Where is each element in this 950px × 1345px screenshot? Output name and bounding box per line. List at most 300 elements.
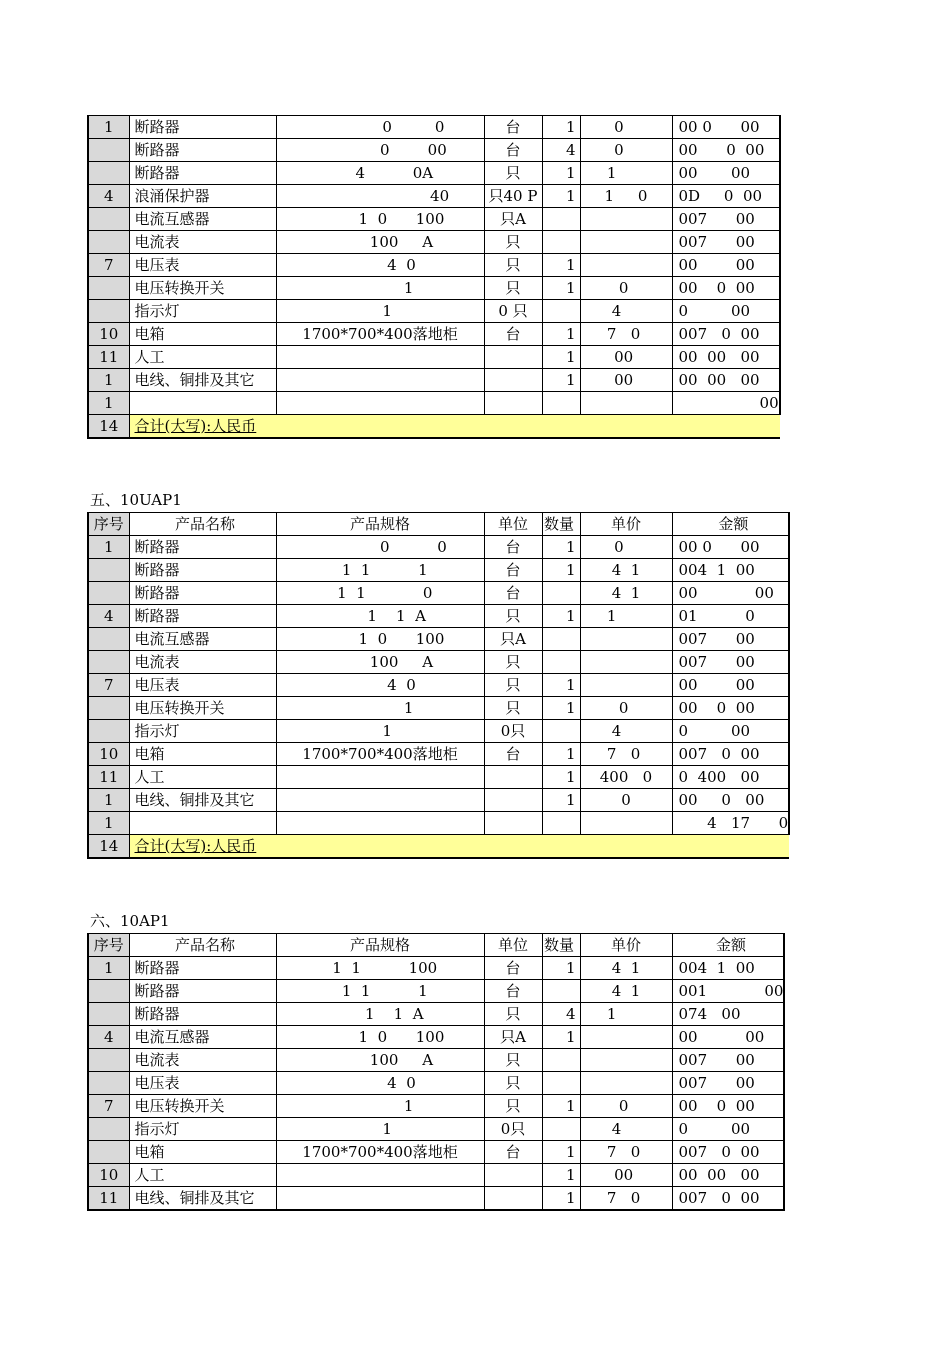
- column-header-no: 序号: [88, 934, 129, 957]
- cell-price: 0: [580, 789, 672, 812]
- cell-qty: 1: [542, 116, 580, 139]
- cell-name: 电线、铜排及其它: [129, 1187, 276, 1211]
- cell-qty: 1: [542, 674, 580, 697]
- cell-spec: 0 00: [276, 139, 484, 162]
- cell-unit: [484, 789, 542, 812]
- cell-name: 电压转换开关: [129, 277, 276, 300]
- cell-name: 断路器: [129, 957, 276, 980]
- cell-amount: 00 0 00: [672, 277, 780, 300]
- cell-name: 电压表: [129, 1072, 276, 1095]
- cell-qty: 1: [542, 162, 580, 185]
- cell-price: 00: [580, 369, 672, 392]
- cell-amount: 007 0 00: [672, 1187, 784, 1211]
- table-row: [88, 536, 789, 559]
- table-row: [88, 139, 780, 162]
- cell-no: 10: [88, 323, 129, 346]
- cell-amount: 00 00: [672, 162, 780, 185]
- table-row: [88, 1049, 784, 1072]
- cell-qty: [542, 392, 580, 415]
- table-row: [88, 743, 789, 766]
- cell-qty: 1: [542, 743, 580, 766]
- cell-spec: 100 A: [276, 651, 484, 674]
- column-header-name: 产品名称: [129, 934, 276, 957]
- cell-spec: 1: [276, 720, 484, 743]
- cell-spec: 1700*700*400落地柜: [276, 323, 484, 346]
- cell-unit: 只40 P: [484, 185, 542, 208]
- cell-name: 断路器: [129, 536, 276, 559]
- column-header-unit: 单位: [484, 513, 542, 536]
- cell-spec: 1 1 0: [276, 582, 484, 605]
- cell-amount: 004 1 00: [672, 957, 784, 980]
- cell-price: 4 1: [580, 980, 672, 1003]
- table-row: [88, 116, 780, 139]
- cell-unit: 只A: [484, 628, 542, 651]
- cell-no: 4: [88, 185, 129, 208]
- cell-price: 1 0: [580, 185, 672, 208]
- cell-no: [88, 162, 129, 185]
- cell-qty: [542, 300, 580, 323]
- cell-no: [88, 208, 129, 231]
- cell-name: 断路器: [129, 139, 276, 162]
- cell-no: 4: [88, 605, 129, 628]
- cell-qty: 1: [542, 1164, 580, 1187]
- cell-price: 0: [580, 536, 672, 559]
- cell-price: 7 0: [580, 743, 672, 766]
- cell-qty: 4: [542, 1003, 580, 1026]
- cell-spec: 1 1 100: [276, 957, 484, 980]
- total-label: [129, 835, 276, 859]
- cell-qty: [542, 980, 580, 1003]
- table-row: [88, 369, 780, 392]
- table-row: [88, 185, 780, 208]
- column-header-spec: 产品规格: [276, 934, 484, 957]
- cell-unit: 台: [484, 1141, 542, 1164]
- cell-qty: 1: [542, 536, 580, 559]
- cell-name: 电流互感器: [129, 628, 276, 651]
- cell-qty: [542, 208, 580, 231]
- cell-qty: 1: [542, 789, 580, 812]
- column-header-amount: 金额: [672, 934, 784, 957]
- cell-unit: 只: [484, 162, 542, 185]
- cell-qty: 1: [542, 1026, 580, 1049]
- cell-qty: 1: [542, 559, 580, 582]
- cell-amount: 00 00: [672, 254, 780, 277]
- cell-qty: 1: [542, 957, 580, 980]
- column-header-price: 单价: [580, 513, 672, 536]
- cell-price: 4 1: [580, 957, 672, 980]
- cell-price: 00: [580, 1164, 672, 1187]
- cell-no: 1: [88, 116, 129, 139]
- cell-spec: 1: [276, 1095, 484, 1118]
- cell-no: [88, 628, 129, 651]
- column-header-spec: 产品规格: [276, 513, 484, 536]
- equipment-table-section-4: [87, 115, 781, 439]
- cell-amount: 007 00: [672, 1049, 784, 1072]
- cell-spec: 1 1 A: [276, 1003, 484, 1026]
- cell-price: [580, 254, 672, 277]
- table-row: [88, 697, 789, 720]
- cell-name: 电流表: [129, 651, 276, 674]
- cell-unit: 只: [484, 605, 542, 628]
- cell-name: 电箱: [129, 743, 276, 766]
- total-blank: [672, 415, 780, 439]
- cell-qty: [542, 720, 580, 743]
- cell-spec: 1700*700*400落地柜: [276, 743, 484, 766]
- cell-spec: 1 0 100: [276, 628, 484, 651]
- cell-amount: 00 0 00: [672, 536, 789, 559]
- cell-price: 1: [580, 162, 672, 185]
- cell-name: 断路器: [129, 605, 276, 628]
- cell-price: [580, 1072, 672, 1095]
- cell-no: [88, 697, 129, 720]
- cell-unit: 只: [484, 674, 542, 697]
- cell-name: 电流互感器: [129, 1026, 276, 1049]
- cell-price: [580, 208, 672, 231]
- cell-unit: 只: [484, 697, 542, 720]
- cell-qty: [542, 1072, 580, 1095]
- cell-name: 电压转换开关: [129, 1095, 276, 1118]
- cell-no: 14: [88, 415, 129, 439]
- cell-price: 1: [580, 1003, 672, 1026]
- table-row: [88, 559, 789, 582]
- cell-name: [129, 812, 276, 835]
- table-header-row: [88, 934, 784, 957]
- cell-amount: 00 0 00: [672, 139, 780, 162]
- cell-spec: [276, 766, 484, 789]
- total-blank: [542, 835, 580, 859]
- cell-unit: 只A: [484, 208, 542, 231]
- column-header-qty: 数量: [542, 934, 580, 957]
- cell-name: 断路器: [129, 980, 276, 1003]
- cell-no: 4: [88, 1026, 129, 1049]
- cell-price: [580, 1049, 672, 1072]
- cell-spec: 1: [276, 1118, 484, 1141]
- total-label-text: 合计(大写):人民币: [134, 837, 257, 855]
- cell-name: 电压表: [129, 674, 276, 697]
- cell-price: 7 0: [580, 1187, 672, 1211]
- cell-amount: 00 00 00: [672, 346, 780, 369]
- cell-qty: 1: [542, 1095, 580, 1118]
- column-header-amount: 金额: [672, 513, 789, 536]
- cell-name: 电箱: [129, 1141, 276, 1164]
- cell-spec: 1 0 100: [276, 208, 484, 231]
- total-blank: [484, 835, 542, 859]
- table-row: [88, 323, 780, 346]
- cell-name: 人工: [129, 1164, 276, 1187]
- cell-qty: 1: [542, 1141, 580, 1164]
- cell-unit: 只A: [484, 1026, 542, 1049]
- cell-no: [88, 1003, 129, 1026]
- table-row: [88, 392, 780, 415]
- cell-amount: 0 00: [672, 300, 780, 323]
- cell-price: 4 1: [580, 559, 672, 582]
- total-blank: [484, 415, 542, 439]
- table-body: [88, 513, 789, 859]
- cell-unit: 台: [484, 743, 542, 766]
- cell-qty: [542, 1049, 580, 1072]
- cell-spec: [276, 346, 484, 369]
- cell-amount: 007 00: [672, 208, 780, 231]
- table-row: [88, 231, 780, 254]
- cell-amount: 0 400 00: [672, 766, 789, 789]
- table-row: [88, 1141, 784, 1164]
- column-header-qty: 数量: [542, 513, 580, 536]
- cell-amount: 007 0 00: [672, 1141, 784, 1164]
- total-blank: [580, 835, 672, 859]
- cell-spec: 1 1 A: [276, 605, 484, 628]
- cell-amount: 00 00 00: [672, 369, 780, 392]
- table-row: [88, 651, 789, 674]
- cell-qty: 1: [542, 605, 580, 628]
- table-row: [88, 957, 784, 980]
- cell-no: [88, 1141, 129, 1164]
- cell-spec: [276, 789, 484, 812]
- cell-spec: 40: [276, 185, 484, 208]
- total-blank: [580, 415, 672, 439]
- cell-name: 人工: [129, 346, 276, 369]
- table-row: [88, 1118, 784, 1141]
- cell-price: [580, 812, 672, 835]
- table-row: [88, 208, 780, 231]
- table-row: [88, 1164, 784, 1187]
- cell-no: 14: [88, 835, 129, 859]
- cell-qty: 1: [542, 277, 580, 300]
- cell-no: 1: [88, 392, 129, 415]
- cell-spec: 1 1 1: [276, 559, 484, 582]
- cell-name: 断路器: [129, 116, 276, 139]
- cell-amount: 00 0 00: [672, 697, 789, 720]
- cell-qty: 1: [542, 1187, 580, 1211]
- cell-spec: [276, 1164, 484, 1187]
- cell-amount: 007 00: [672, 1072, 784, 1095]
- cell-no: 10: [88, 1164, 129, 1187]
- table-body: [88, 934, 784, 1211]
- cell-amount: 007 00: [672, 651, 789, 674]
- cell-no: 1: [88, 789, 129, 812]
- cell-price: 0: [580, 1095, 672, 1118]
- cell-unit: 台: [484, 323, 542, 346]
- cell-unit: 只: [484, 1072, 542, 1095]
- table-row: [88, 300, 780, 323]
- cell-name: 电流表: [129, 1049, 276, 1072]
- table-row: [88, 674, 789, 697]
- cell-no: [88, 720, 129, 743]
- cell-no: 7: [88, 1095, 129, 1118]
- cell-amount: 007 0 00: [672, 743, 789, 766]
- column-header-no: 序号: [88, 513, 129, 536]
- table-row: [88, 277, 780, 300]
- cell-price: 7 0: [580, 323, 672, 346]
- cell-spec: 4 0: [276, 254, 484, 277]
- cell-amount: 007 00: [672, 231, 780, 254]
- cell-qty: [542, 812, 580, 835]
- cell-spec: 100 A: [276, 1049, 484, 1072]
- cell-price: 0: [580, 116, 672, 139]
- cell-unit: [484, 766, 542, 789]
- cell-amount: 00 00 00: [672, 1164, 784, 1187]
- cell-amount: 00 00: [672, 1026, 784, 1049]
- cell-no: [88, 300, 129, 323]
- cell-no: [88, 139, 129, 162]
- cell-no: 1: [88, 957, 129, 980]
- cell-amount: 00: [672, 392, 780, 415]
- cell-no: 1: [88, 536, 129, 559]
- cell-unit: [484, 369, 542, 392]
- cell-name: 电流互感器: [129, 208, 276, 231]
- cell-unit: [484, 392, 542, 415]
- cell-price: 4: [580, 720, 672, 743]
- cell-qty: [542, 582, 580, 605]
- cell-amount: 01 0: [672, 605, 789, 628]
- cell-unit: 只: [484, 254, 542, 277]
- cell-unit: 只: [484, 1049, 542, 1072]
- cell-no: [88, 582, 129, 605]
- cell-qty: 4: [542, 139, 580, 162]
- cell-price: [580, 674, 672, 697]
- cell-unit: 0 只: [484, 300, 542, 323]
- cell-amount: 007 0 00: [672, 323, 780, 346]
- cell-price: [580, 1026, 672, 1049]
- cell-amount: 007 00: [672, 628, 789, 651]
- cell-price: 4: [580, 1118, 672, 1141]
- cell-name: 人工: [129, 766, 276, 789]
- cell-no: [88, 277, 129, 300]
- cell-unit: 只: [484, 1003, 542, 1026]
- total-label-text: 合计(大写):人民币: [134, 417, 257, 435]
- cell-spec: 4 0: [276, 1072, 484, 1095]
- cell-no: [88, 231, 129, 254]
- cell-name: 电压表: [129, 254, 276, 277]
- total-label: [129, 415, 276, 439]
- cell-price: 7 0: [580, 1141, 672, 1164]
- total-blank: [542, 415, 580, 439]
- cell-price: 4 1: [580, 582, 672, 605]
- cell-name: 指示灯: [129, 720, 276, 743]
- cell-price: 0: [580, 139, 672, 162]
- table-body: [88, 116, 780, 439]
- cell-qty: 1: [542, 323, 580, 346]
- cell-spec: 1700*700*400落地柜: [276, 1141, 484, 1164]
- column-header-unit: 单位: [484, 934, 542, 957]
- cell-name: 指示灯: [129, 300, 276, 323]
- cell-qty: 1: [542, 766, 580, 789]
- total-row: [88, 415, 780, 439]
- cell-unit: 只: [484, 231, 542, 254]
- cell-amount: 0D 0 00: [672, 185, 780, 208]
- cell-no: 7: [88, 674, 129, 697]
- cell-no: 11: [88, 346, 129, 369]
- cell-name: 电线、铜排及其它: [129, 369, 276, 392]
- cell-no: [88, 651, 129, 674]
- cell-unit: 台: [484, 116, 542, 139]
- table-row: [88, 346, 780, 369]
- table-row: [88, 582, 789, 605]
- total-row: [88, 835, 789, 859]
- cell-price: [580, 231, 672, 254]
- cell-amount: 0 00: [672, 720, 789, 743]
- cell-price: 0: [580, 697, 672, 720]
- cell-spec: [276, 369, 484, 392]
- table-row: [88, 812, 789, 835]
- cell-spec: 0 0: [276, 116, 484, 139]
- cell-spec: 0 0: [276, 536, 484, 559]
- cell-price: [580, 628, 672, 651]
- cell-qty: [542, 651, 580, 674]
- cell-amount: 00 0 00: [672, 1095, 784, 1118]
- table-row: [88, 1072, 784, 1095]
- cell-price: 400 0: [580, 766, 672, 789]
- cell-unit: [484, 1187, 542, 1211]
- cell-qty: 1: [542, 369, 580, 392]
- cell-price: 1: [580, 605, 672, 628]
- cell-name: 电箱: [129, 323, 276, 346]
- cell-amount: 074 00: [672, 1003, 784, 1026]
- cell-price: [580, 651, 672, 674]
- section-5-title: 五、10UAP1: [90, 491, 182, 509]
- cell-unit: [484, 346, 542, 369]
- cell-spec: [276, 812, 484, 835]
- cell-name: 电线、铜排及其它: [129, 789, 276, 812]
- cell-no: [88, 559, 129, 582]
- table-row: [88, 254, 780, 277]
- cell-spec: 1 0 100: [276, 1026, 484, 1049]
- cell-amount: 001 00: [672, 980, 784, 1003]
- cell-price: [580, 392, 672, 415]
- equipment-table-section-6: [87, 933, 785, 1211]
- cell-unit: 台: [484, 559, 542, 582]
- column-header-name: 产品名称: [129, 513, 276, 536]
- cell-qty: 1: [542, 254, 580, 277]
- total-blank: [672, 835, 789, 859]
- table-row: [88, 1003, 784, 1026]
- cell-spec: [276, 392, 484, 415]
- cell-amount: 00 00: [672, 674, 789, 697]
- cell-qty: [542, 1118, 580, 1141]
- cell-qty: 1: [542, 185, 580, 208]
- cell-amount: 4 17 0: [672, 812, 789, 835]
- cell-unit: 台: [484, 536, 542, 559]
- cell-unit: 0只: [484, 720, 542, 743]
- column-header-price: 单价: [580, 934, 672, 957]
- cell-amount: 00 0 00: [672, 789, 789, 812]
- cell-spec: 1: [276, 697, 484, 720]
- table-row: [88, 628, 789, 651]
- cell-amount: 00 00: [672, 582, 789, 605]
- cell-qty: 1: [542, 346, 580, 369]
- cell-unit: 只: [484, 1095, 542, 1118]
- cell-unit: 台: [484, 139, 542, 162]
- cell-unit: 只: [484, 277, 542, 300]
- cell-spec: 1 1 1: [276, 980, 484, 1003]
- cell-spec: 4 0: [276, 674, 484, 697]
- table-row: [88, 1187, 784, 1211]
- cell-amount: 00 0 00: [672, 116, 780, 139]
- cell-spec: 4 0A: [276, 162, 484, 185]
- table-row: [88, 789, 789, 812]
- cell-unit: 台: [484, 980, 542, 1003]
- cell-name: 断路器: [129, 582, 276, 605]
- cell-name: 断路器: [129, 162, 276, 185]
- cell-price: 4: [580, 300, 672, 323]
- table-row: [88, 980, 784, 1003]
- total-blank: [276, 835, 484, 859]
- cell-no: [88, 1049, 129, 1072]
- table-row: [88, 1095, 784, 1118]
- cell-amount: 0 00: [672, 1118, 784, 1141]
- cell-unit: 只: [484, 651, 542, 674]
- cell-no: 11: [88, 1187, 129, 1211]
- cell-name: 断路器: [129, 1003, 276, 1026]
